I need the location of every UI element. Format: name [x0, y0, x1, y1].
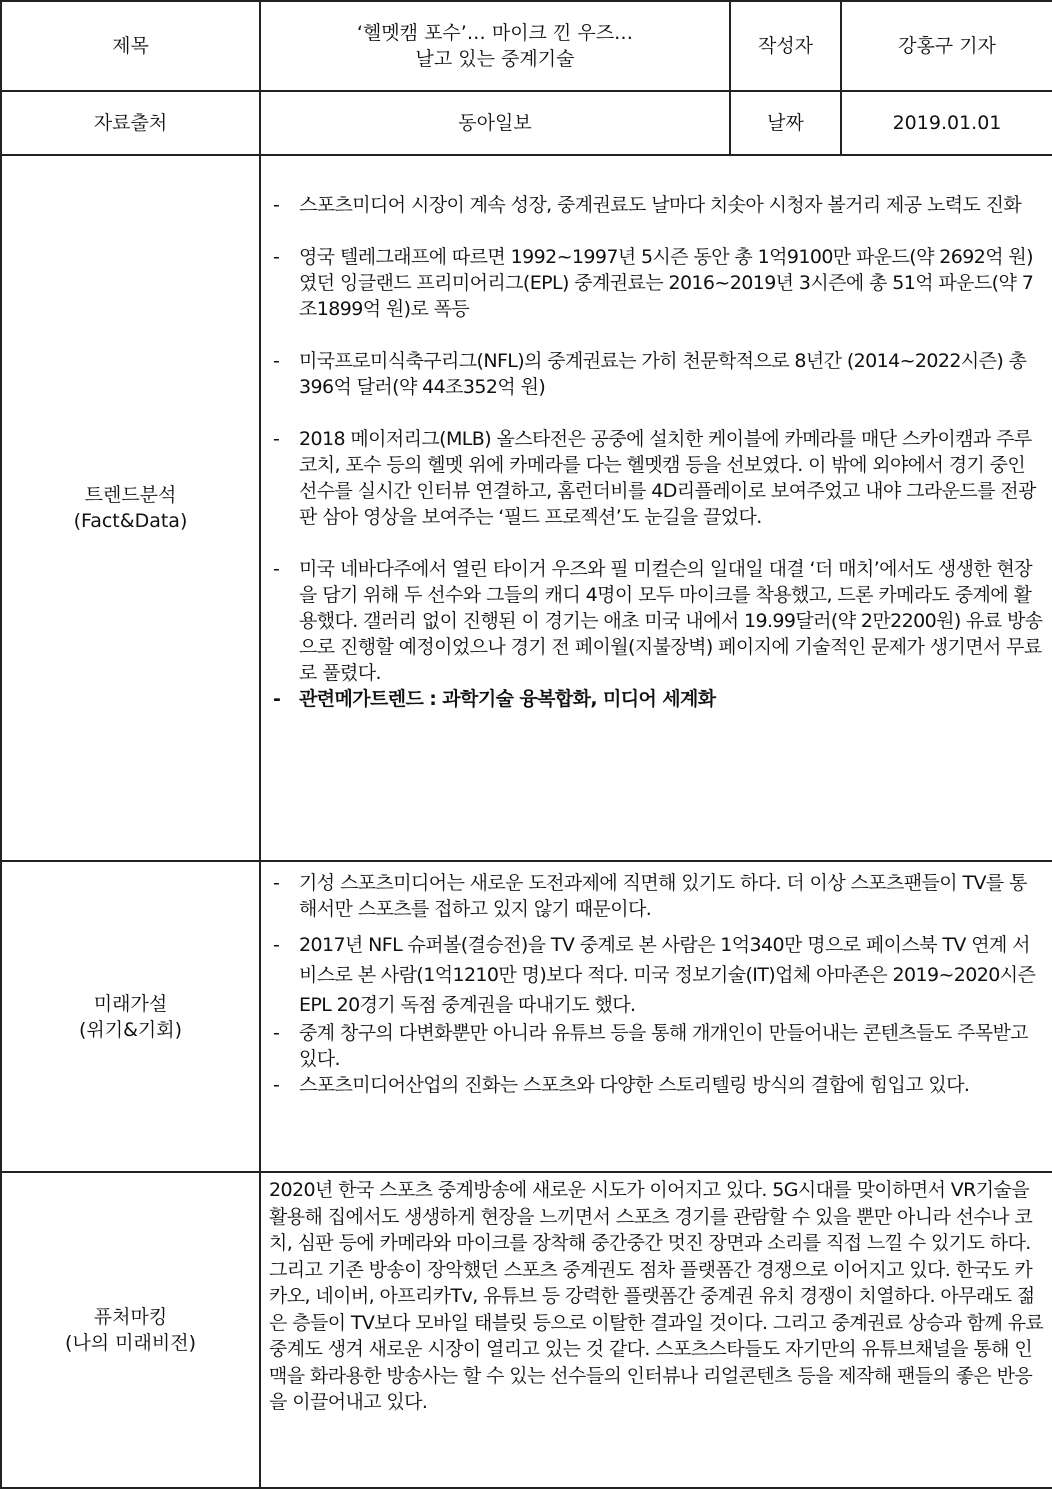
title-line-2: 날고 있는 중계기술: [415, 48, 575, 70]
trend-label: [1, 155, 260, 861]
trend-label-title: 트렌드분석: [84, 484, 177, 506]
future-item: - 2017년 NFL 슈퍼볼(결승전)을 TV 중계로 본 사람은 1억340만 명으로 페이스북 TV 연계 서비스로 본 사람(1억1210만 명)보다 적다. 미국 정보기술(IT)업체 아마존은 2019~2020시즌 EPL 20경기 독점 중계권을 따내기도 했다.: [273, 930, 1044, 1020]
date-label: 날짜: [730, 91, 841, 155]
trend-row: [1, 155, 1052, 861]
future-content: [260, 861, 1052, 1172]
trend-label-sub: (Fact&Data): [73, 510, 188, 532]
marking-row: [1, 1172, 1052, 1488]
trend-content: [260, 155, 1052, 861]
author-value: 강홍구 기자: [841, 1, 1052, 91]
source-label: 자료출처: [1, 91, 260, 155]
future-label-title: 미래가설: [93, 992, 168, 1015]
marking-label: [1, 1172, 260, 1488]
article-title: [260, 1, 730, 91]
title-line-1: ‘헬멧캠 포수’… 마이크 낀 우즈…: [356, 22, 634, 44]
future-item: - 기성 스포츠미디어는 새로운 도전과제에 직면해 있기도 하다. 더 이상 스포츠팬들이 TV를 통해서만 스포츠를 접하고 있지 않기 때문이다.: [273, 870, 1044, 922]
trend-item: - 미국프로미식축구리그(NFL)의 중계권료는 가히 천문학적으로 8년간 (2014~2022시즌) 총 396억 달러(약 44조352억 원): [273, 348, 1044, 400]
title-label: 제목: [1, 1, 260, 91]
author-label: 작성자: [730, 1, 841, 91]
trend-item: - 2018 메이저리그(MLB) 올스타전은 공중에 설치한 케이블에 카메라를 매단 스카이캠과 주루코치, 포수 등의 헬멧 위에 카메라를 다는 헬멧캠 등을 선보였다. 이 밖에 외야에서 경기 중인 선수를 실시간 인터뷰 연결하고, 홈런더비를 4D리플레이로 보여주었고 내야 그라운드를 전광판 삼아 영상을 보여주는 ‘필드 프로젝션’도 눈길을 끌었다.: [273, 426, 1044, 530]
marking-label-title: 퓨처마킹: [93, 1306, 168, 1328]
title-row: [1, 1, 1052, 91]
trend-item: - 영국 텔레그래프에 따르면 1992~1997년 5시즌 동안 총 1억9100만 파운드(약 2692억 원)였던 잉글랜드 프리미어리그(EPL) 중계권료는 2016~2019년 3시즌에 총 51억 파운드(약 7조1899억 원)로 폭등: [273, 244, 1044, 322]
marking-label-sub: (나의 미래비전): [65, 1332, 196, 1354]
future-row: [1, 861, 1052, 1172]
future-label-sub: (위기&기회): [78, 1018, 183, 1041]
source-value: 동아일보: [260, 91, 730, 155]
future-item: - 중계 창구의 다변화뿐만 아니라 유튜브 등을 통해 개개인이 만들어내는 콘텐츠들도 주목받고 있다.: [273, 1020, 1044, 1072]
future-item: - 스포츠미디어산업의 진화는 스포츠와 다양한 스토리텔링 방식의 결합에 힘입고 있다.: [273, 1072, 1044, 1098]
date-value: 2019.01.01: [841, 91, 1052, 155]
trend-item: - 미국 네바다주에서 열린 타이거 우즈와 필 미컬슨의 일대일 대결 ‘더 매치’에서도 생생한 현장을 담기 위해 두 선수와 그들의 캐디 4명이 모두 마이크를 착용했고, 드론 카메라도 중계에 활용했다. 갤러리 없이 진행된 이 경기는 애초 미국 내에서 19.99달러(약 2만2200원) 유료 방송으로 진행할 예정이었으나 경기 전 페이월(지불장벽) 페이지에 기술적인 문제가 생기면서 무료로 풀렸다.: [273, 556, 1044, 686]
trend-item: - 스포츠미디어 시장이 계속 성장, 중계권료도 날마다 치솟아 시청자 볼거리 제공 노력도 진화: [273, 192, 1044, 218]
megatrend-item: - 관련메가트렌드 : 과학기술 융복합화, 미디어 세계화: [273, 686, 1044, 712]
future-label: [1, 861, 260, 1172]
marking-text: 2020년 한국 스포츠 중계방송에 새로운 시도가 이어지고 있다. 5G시대를 맞이하면서 VR기술을 활용해 집에서도 생생하게 현장을 느끼면서 스포츠 경기를 관람할 수 있을 뿐만 아니라 선수나 코치, 심판 등에 카메라와 마이크를 장착해 중간중간 멋진 장면과 소리를 직접 느낄 수 있기도 하다. 그리고 기존 방송이 장악했던 스포츠 중계권도 점차 플랫폼간 경쟁으로 이어지고 있다. 한국도 카카오, 네이버, 아프리카Tv, 유튜브 등 강력한 플랫폼간 중계권 유치 경쟁이 치열하다. 아무래도 젊은 층들이 TV보다 모바일 태블릿 등으로 이탈한 결과일 것이다. 그리고 중계권료 상승과 함께 유료중계도 생겨 새로운 시장이 열리고 있는 것 같다. 스포츠스타들도 자기만의 유튜브채널을 통해 인맥을 화라용한 방송사는 할 수 있는 선수들의 인터뷰나 리얼콘텐츠 등을 제작해 팬들의 좋은 반응을 이끌어내고 있다.: [260, 1172, 1052, 1488]
source-row: [1, 91, 1052, 155]
